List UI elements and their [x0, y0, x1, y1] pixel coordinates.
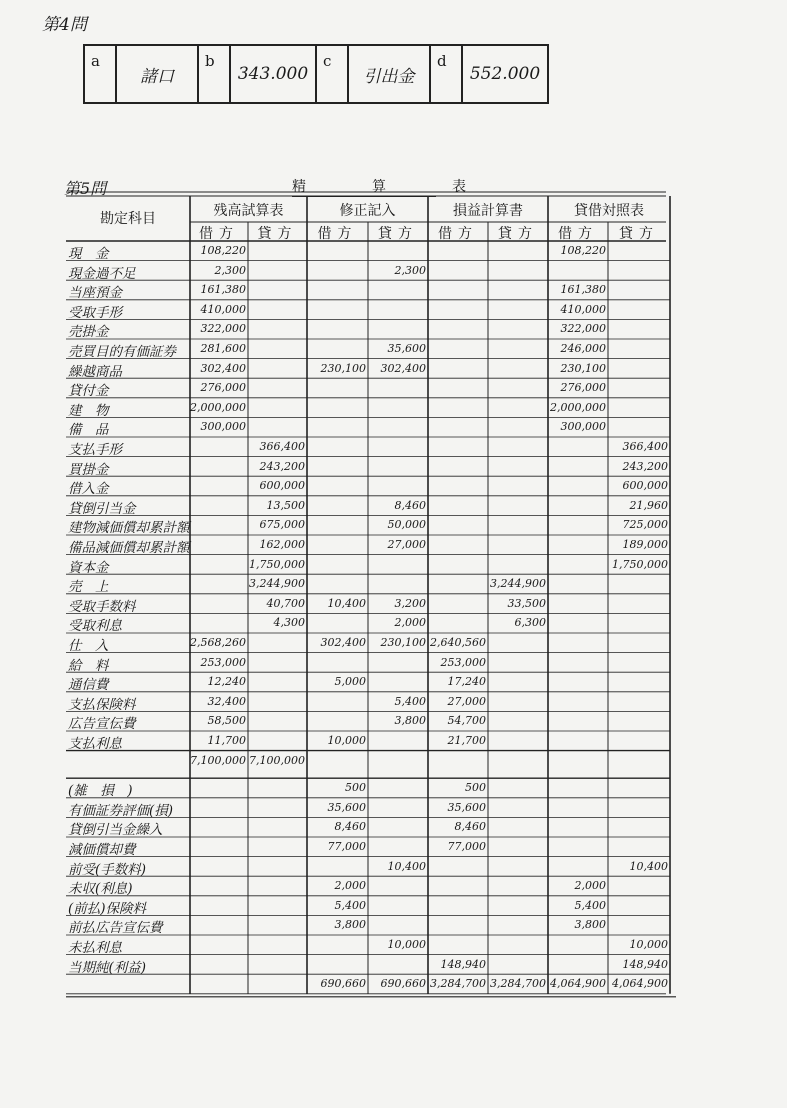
amount-cell: 230,100: [380, 636, 426, 649]
account-name: 支払保険料: [68, 696, 136, 713]
amount-cell: 600,000: [622, 479, 668, 493]
side-header: 貸方: [378, 226, 418, 242]
account-name: 通信費: [68, 677, 109, 694]
amount-cell: 54,700: [447, 714, 486, 728]
amount-cell: 8,460: [394, 498, 426, 512]
amount-cell: 3,284,700: [430, 977, 486, 991]
side-header: 借方: [199, 226, 239, 242]
amount-cell: 2,300: [214, 263, 246, 277]
amount-cell: 410,000: [560, 302, 606, 316]
amount-cell: 27,000: [387, 538, 426, 551]
side-header: 借方: [438, 226, 478, 242]
answer-key-b: b: [198, 45, 230, 103]
amount-cell: 322,000: [200, 322, 246, 336]
amount-cell: 161,380: [200, 283, 246, 297]
amount-cell: 366,400: [259, 440, 305, 453]
amount-cell: 600,000: [259, 479, 305, 493]
account-name: 買掛金: [68, 461, 109, 478]
amount-cell: 675,000: [259, 518, 305, 532]
amount-cell: 2,300: [394, 263, 426, 277]
group-header: 修正記入: [339, 203, 396, 219]
amount-cell: 4,064,900: [550, 977, 606, 991]
amount-cell: 276,000: [560, 381, 606, 395]
amount-cell: 11,700: [207, 734, 246, 747]
amount-cell: 3,800: [394, 714, 426, 728]
account-name: 貸付金: [68, 383, 109, 400]
side-header: 貸方: [619, 226, 659, 242]
amount-cell: 10,400: [387, 859, 426, 873]
account-name: 広告宣伝費: [68, 716, 136, 733]
group-header: 損益計算書: [453, 203, 523, 219]
amount-cell: 725,000: [622, 518, 668, 532]
answer-key-c: c: [316, 45, 348, 103]
account-name: 備品減価償却累計額: [68, 540, 190, 556]
amount-cell: 77,000: [327, 840, 366, 853]
answer-value-d: 552.000: [462, 45, 548, 103]
amount-cell: 230,100: [560, 361, 606, 375]
account-name: 現 金: [68, 246, 109, 262]
group-header: 残高試算表: [213, 203, 284, 219]
amount-cell: 3,284,700: [490, 977, 546, 991]
amount-cell: 2,000: [574, 879, 606, 893]
amount-cell: 77,000: [447, 840, 486, 853]
amount-cell: 10,000: [629, 938, 668, 951]
amount-cell: 35,600: [447, 800, 486, 814]
amount-cell: 4,064,900: [612, 977, 668, 991]
amount-cell: 302,400: [320, 636, 366, 649]
amount-cell: 253,000: [200, 655, 246, 669]
amount-cell: 21,960: [629, 498, 668, 512]
account-name: 当期純(利益): [68, 959, 147, 976]
amount-cell: 6,300: [514, 616, 546, 630]
worksheet-title-text: 精 算 表: [292, 179, 492, 195]
account-name: 給 料: [68, 657, 109, 674]
account-name: 建 物: [68, 402, 109, 419]
amount-cell: 27,000: [447, 694, 486, 708]
answer-key-d: d: [430, 45, 462, 103]
amount-cell: 161,380: [560, 283, 606, 297]
account-name: 貸倒引当金: [68, 500, 136, 517]
amount-cell: 300,000: [560, 420, 606, 434]
amount-cell: 162,000: [259, 538, 305, 551]
account-name: 未収(利息): [68, 881, 133, 898]
amount-cell: 7,100,000: [190, 753, 246, 767]
amount-cell: 10,000: [387, 938, 426, 951]
amount-cell: 40,700: [266, 596, 305, 610]
account-name: 有価証券評価(損): [68, 802, 174, 819]
amount-cell: 2,568,260: [190, 636, 246, 649]
amount-cell: 148,940: [440, 957, 486, 971]
amount-cell: 2,000,000: [190, 400, 246, 414]
amount-cell: 21,700: [447, 734, 486, 747]
side-header: 貸方: [257, 226, 298, 242]
account-name: 売掛金: [68, 324, 109, 341]
amount-cell: 690,660: [320, 977, 366, 991]
worksheet-title: [292, 176, 492, 197]
account-name: 未払利息: [68, 940, 122, 956]
account-name: 減価償却費: [68, 842, 136, 858]
amount-cell: 2,000: [394, 616, 426, 630]
amount-cell: 2,640,560: [430, 636, 486, 649]
side-header: 貸方: [498, 226, 538, 242]
amount-cell: 50,000: [387, 518, 426, 532]
amount-cell: 33,500: [507, 596, 546, 610]
account-name: 支払手形: [68, 442, 122, 458]
account-name: 支払利息: [68, 736, 122, 752]
amount-cell: 5,400: [394, 694, 426, 708]
amount-cell: 690,660: [380, 977, 426, 991]
amount-cell: 3,800: [574, 918, 606, 932]
amount-cell: 2,000,000: [550, 400, 606, 414]
amount-cell: 10,000: [327, 734, 366, 747]
account-name: 現金過不足: [68, 265, 136, 282]
amount-cell: 4,300: [273, 616, 305, 630]
amount-cell: 302,400: [200, 361, 246, 375]
amount-cell: 230,100: [320, 361, 366, 375]
amount-cell: 5,400: [334, 898, 366, 912]
account-name: 貸倒引当金繰入: [68, 822, 163, 839]
amount-cell: 322,000: [560, 322, 606, 336]
amount-cell: 243,200: [622, 459, 668, 473]
amount-cell: 8,460: [334, 820, 366, 834]
account-name: 売 上: [68, 579, 109, 596]
amount-cell: 2,000: [334, 879, 366, 893]
account-name: 資本金: [68, 559, 109, 576]
account-header: 勘定科目: [100, 211, 156, 227]
account-name: 売買目的有価証券: [68, 344, 176, 360]
side-header: 借方: [317, 226, 358, 242]
account-name: 借入金: [68, 481, 109, 498]
account-name: 仕 入: [68, 638, 109, 654]
question-4-label: 第4問: [42, 15, 87, 35]
answer-key-a: a: [84, 45, 116, 103]
account-name: 当座預金: [68, 285, 122, 302]
amount-cell: 500: [345, 781, 366, 795]
side-header: 借方: [558, 226, 598, 242]
account-name: 受取手数料: [68, 598, 136, 615]
account-name: (前払)保険料: [68, 900, 147, 917]
amount-cell: 281,600: [200, 342, 246, 355]
amount-cell: 1,750,000: [249, 557, 305, 571]
account-name: 備 品: [68, 422, 109, 439]
amount-cell: 108,220: [560, 244, 606, 257]
amount-cell: 243,200: [259, 459, 305, 473]
question-4-answer-table: [83, 44, 549, 104]
amount-cell: 253,000: [440, 655, 486, 669]
amount-cell: 8,460: [454, 820, 486, 834]
account-name: (雑 損 ): [68, 783, 133, 800]
amount-cell: 189,000: [622, 538, 668, 551]
amount-cell: 17,240: [447, 675, 486, 689]
account-name: 受取手形: [68, 304, 122, 321]
account-name: 前払広告宣伝費: [68, 920, 163, 937]
question-5-label: 第5問: [64, 179, 107, 198]
amount-cell: 58,500: [207, 714, 246, 728]
amount-cell: 276,000: [200, 381, 246, 395]
amount-cell: 300,000: [200, 420, 246, 434]
amount-cell: 32,400: [207, 694, 246, 708]
account-name: 繰越商品: [68, 363, 122, 380]
amount-cell: 246,000: [560, 342, 606, 355]
amount-cell: 12,240: [207, 675, 246, 689]
amount-cell: 1,750,000: [612, 557, 668, 571]
amount-cell: 148,940: [622, 957, 668, 971]
account-name: 前受(手数料): [68, 861, 147, 878]
amount-cell: 3,244,900: [249, 577, 305, 591]
amount-cell: 3,244,900: [490, 577, 546, 591]
amount-cell: 5,000: [334, 675, 366, 689]
amount-cell: 366,400: [622, 440, 668, 453]
amount-cell: 500: [465, 781, 486, 795]
answer-value-a: 諸口: [116, 45, 198, 103]
amount-cell: 3,800: [334, 918, 366, 932]
amount-cell: 7,100,000: [249, 753, 305, 767]
amount-cell: 302,400: [380, 361, 426, 375]
answer-value-b: 343.000: [230, 45, 316, 103]
amount-cell: 13,500: [266, 498, 305, 512]
amount-cell: 5,400: [574, 898, 606, 912]
amount-cell: 10,400: [629, 859, 668, 873]
amount-cell: 3,200: [394, 596, 426, 610]
account-name: 受取利息: [68, 618, 122, 635]
amount-cell: 35,600: [387, 342, 426, 355]
amount-cell: 410,000: [200, 302, 246, 316]
group-header: 貸借対照表: [574, 203, 644, 219]
amount-cell: 108,220: [200, 244, 246, 257]
account-name: 建物減価償却累計額: [68, 520, 190, 537]
amount-cell: 10,400: [327, 596, 366, 610]
amount-cell: 35,600: [327, 800, 366, 814]
answer-value-c: 引出金: [348, 45, 430, 103]
